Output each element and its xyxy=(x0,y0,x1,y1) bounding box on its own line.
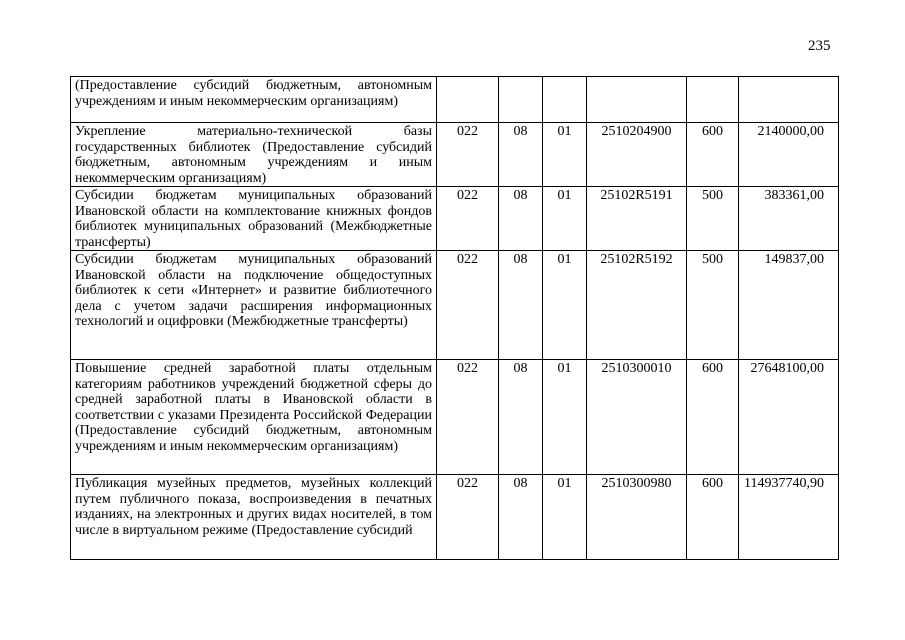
expense-type-code xyxy=(687,77,739,123)
admin-code: 022 xyxy=(437,123,499,187)
admin-code: 022 xyxy=(437,251,499,360)
target-article-code: 2510300010 xyxy=(587,360,687,475)
amount: 149837,00 xyxy=(739,251,839,360)
row-description: (Предоставление субсидий бюджетным, автономным учреждениям и иным некоммерческим организациям) xyxy=(71,77,437,123)
section-code: 08 xyxy=(499,187,543,251)
subsection-code: 01 xyxy=(543,360,587,475)
admin-code xyxy=(437,77,499,123)
expense-type-code: 600 xyxy=(687,360,739,475)
amount: 27648100,00 xyxy=(739,360,839,475)
section-code: 08 xyxy=(499,251,543,360)
table-row xyxy=(71,187,839,251)
subsection-code xyxy=(543,77,587,123)
target-article-code: 2510300980 xyxy=(587,475,687,560)
row-description: Субсидии бюджетам муниципальных образований Ивановской области на подключение общедоступных библиотек к сети «Интернет» и развитие библиотечного дела с учетом задачи расширения информационных технологий и оцифровки (Межбюджетные трансферты) xyxy=(71,251,437,360)
table-row xyxy=(71,251,839,360)
section-code: 08 xyxy=(499,123,543,187)
amount: 2140000,00 xyxy=(739,123,839,187)
section-code: 08 xyxy=(499,360,543,475)
subsection-code: 01 xyxy=(543,475,587,560)
admin-code: 022 xyxy=(437,187,499,251)
table-row xyxy=(71,475,839,560)
expense-type-code: 500 xyxy=(687,251,739,360)
target-article-code xyxy=(587,77,687,123)
amount xyxy=(739,77,839,123)
target-article-code: 2510204900 xyxy=(587,123,687,187)
admin-code: 022 xyxy=(437,475,499,560)
subsection-code: 01 xyxy=(543,123,587,187)
section-code xyxy=(499,77,543,123)
table-row xyxy=(71,360,839,475)
amount: 114937740,90 xyxy=(739,475,839,560)
row-description: Укрепление материально-технической базы государственных библиотек (Предоставление субсидий бюджетным, автономным учреждениям и иным некоммерческим организациям) xyxy=(71,123,437,187)
row-description: Субсидии бюджетам муниципальных образований Ивановской области на комплектование книжных фондов библиотек муниципальных образований (Межбюджетные трансферты) xyxy=(71,187,437,251)
subsection-code: 01 xyxy=(543,251,587,360)
expense-type-code: 500 xyxy=(687,187,739,251)
table-row xyxy=(71,77,839,123)
row-description: Публикация музейных предметов, музейных коллекций путем публичного показа, воспроизведения в печатных изданиях, на электронных и других видах носителей, в том числе в виртуальном режиме (Предоставление субсидий xyxy=(71,475,437,560)
budget-table xyxy=(70,76,839,560)
target-article-code: 25102R5191 xyxy=(587,187,687,251)
amount: 383361,00 xyxy=(739,187,839,251)
table-row xyxy=(71,123,839,187)
section-code: 08 xyxy=(499,475,543,560)
admin-code: 022 xyxy=(437,360,499,475)
page-number: 235 xyxy=(808,38,831,54)
expense-type-code: 600 xyxy=(687,123,739,187)
subsection-code: 01 xyxy=(543,187,587,251)
row-description: Повышение средней заработной платы отдельным категориям работников учреждений бюджетной сферы до средней заработной платы в Ивановской области в соответствии с указами Президента Российской Федерации (Предоставление субсидий бюджетным, автономным учреждениям и иным некоммерческим организациям) xyxy=(71,360,437,475)
expense-type-code: 600 xyxy=(687,475,739,560)
target-article-code: 25102R5192 xyxy=(587,251,687,360)
